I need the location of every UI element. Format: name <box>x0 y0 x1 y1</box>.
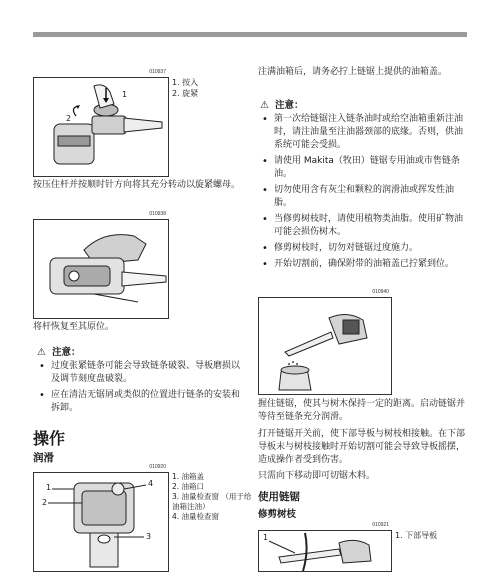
list-item: • 第一次给链锯注入链条油时或给空油箱重新注油时，请注油量至注油器颈部的底缘。否则，供油系统可能会受损。 <box>260 113 470 152</box>
list-item: • 当修剪树枝时，请使用植物类油脂。使用矿物油可能会损伤树木。 <box>260 213 470 239</box>
paragraph: 打开链锯开关前，使下部导板与树枝相接触。在下部导板末与树枝接触时开始切割可能会导致导板摇摆，造成操作者受到伤害。 <box>258 429 466 465</box>
legend-item: 1. 油箱盖 <box>172 472 205 481</box>
figure-chain-tension-knob <box>33 69 169 177</box>
trimming-illustration <box>259 531 391 571</box>
legend-item: 1. 下部导板 <box>395 531 438 540</box>
warning-icon: ⚠ <box>37 347 46 358</box>
chainsaw-knob-illustration <box>34 78 168 176</box>
callout-2: 2 <box>42 498 48 507</box>
section-title: 使用链锯 <box>258 491 300 503</box>
list-item: • 应在清洁无锯屑或类似的位置进行链条的安装和拆卸。 <box>37 389 245 415</box>
paragraph: 只需向下移动即可切锯木料。 <box>258 471 376 481</box>
subsection-title: 润滑 <box>33 452 54 464</box>
legend-item: 2. 油箱口 <box>172 482 205 491</box>
callout-4: 4 <box>148 479 154 488</box>
note-title: ⚠ 注意： <box>37 347 81 358</box>
list-item: • 过度张紧链条可能会导致链条破裂、导板磨损以及调节刻度盘破裂。 <box>37 360 245 386</box>
legend-item: 3. 油量检查窗 （用于给油箱注油） <box>172 492 252 511</box>
lubrication-illustration <box>259 298 391 394</box>
legend-item: 2. 旋紧 <box>172 89 199 98</box>
callout-1: 1 <box>46 483 52 492</box>
figure-chainsaw-side <box>33 211 169 319</box>
callout-1: 1 <box>263 533 269 542</box>
figure-number: 010937 <box>149 69 166 75</box>
figure-legend <box>172 77 198 99</box>
header-rule <box>33 32 467 37</box>
warning-icon: ⚠ <box>260 100 269 111</box>
figure-oil-tank <box>33 464 169 572</box>
figure-legend <box>395 530 437 541</box>
paragraph: 按压住杆并按顺时针方向将其充分转动以旋紧螺母。 <box>33 180 241 190</box>
list-item: • 请使用 Makita（牧田）链锯专用油或市售链条油。 <box>260 155 470 181</box>
note-list <box>260 113 470 274</box>
paragraph: 握住链锯，使其与树木保持一定的距离。启动链锯并等待至链条充分润滑。 <box>258 399 466 422</box>
figure-number: 010921 <box>372 522 389 528</box>
subsection-title: 修剪树枝 <box>258 509 297 520</box>
list-item: • 修剪树枝时，切勿对链锯过度施力。 <box>260 242 470 255</box>
legend-item: 1. 按入 <box>172 78 199 87</box>
figure-legend <box>172 472 254 522</box>
note-title: ⚠ 注意： <box>260 100 304 111</box>
legend-item: 4. 油量检查窗 <box>172 512 220 521</box>
list-item: • 开始切割前，确保附带的油箱盖已拧紧到位。 <box>260 258 470 271</box>
paragraph: 注满油箱后，请务必拧上链锯上提供的油箱盖。 <box>258 67 448 77</box>
callout-3: 3 <box>146 532 152 541</box>
figure-number: 010938 <box>149 211 166 217</box>
figure-number: 010920 <box>149 464 166 470</box>
callout-1: 1 <box>122 90 128 99</box>
figure-lubrication-test <box>258 289 392 395</box>
figure-number: 010940 <box>372 289 389 295</box>
section-title: 操作 <box>33 429 66 448</box>
callout-2: 2 <box>66 114 72 123</box>
paragraph: 将杆恢复至其原位。 <box>33 322 115 332</box>
list-item: • 切勿使用含有灰尘和颗粒的润滑油或挥发性油脂。 <box>260 184 470 210</box>
chainsaw-side-illustration <box>34 220 168 318</box>
note-list <box>37 360 245 418</box>
